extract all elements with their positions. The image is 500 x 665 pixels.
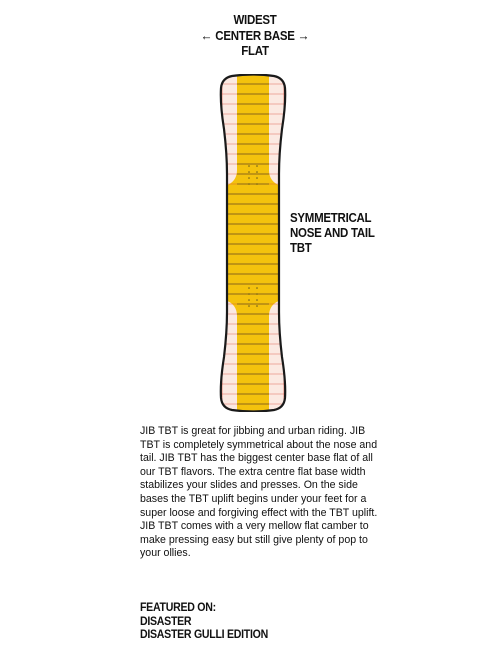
snowboard-svg [218, 74, 288, 412]
top-label-arrow-row [186, 28, 324, 44]
widest-center-base-flat-label [186, 13, 324, 59]
left-arrow-icon: ← [200, 28, 213, 43]
description-text: JIB TBT is great for jibbing and urban riding. JIB TBT is completely symmetrical about the nose and tail. JIB TBT has the biggest center base flat of all our TBT flavors. The extra centre flat base width stabilizes your slides and presses. On the side bases the TBT uplift begins under your feet for a super loose and forgiving effect with the TBT uplift. JIB TBT comes with a very mellow flat camber to make pressing easy but still give plenty of pop to your ollies. [140, 425, 378, 560]
side-label-line2: NOSE AND TAIL [290, 226, 375, 240]
snowboard-base-diagram [218, 74, 288, 412]
featured-heading: FEATURED ON: [140, 602, 216, 614]
side-label-line1: SYMMETRICAL [290, 211, 372, 225]
top-label-line1: WIDEST [233, 13, 277, 27]
featured-item: DISASTER GULLI EDITION [140, 629, 268, 641]
top-label-line3: FLAT [241, 44, 269, 58]
top-label-line2: CENTER BASE [215, 29, 295, 43]
featured-on-section [140, 602, 268, 643]
symmetrical-nose-tail-label [290, 211, 375, 256]
right-arrow-icon: → [297, 28, 310, 43]
featured-item: DISASTER [140, 615, 192, 628]
side-label-line3: TBT [290, 241, 312, 255]
